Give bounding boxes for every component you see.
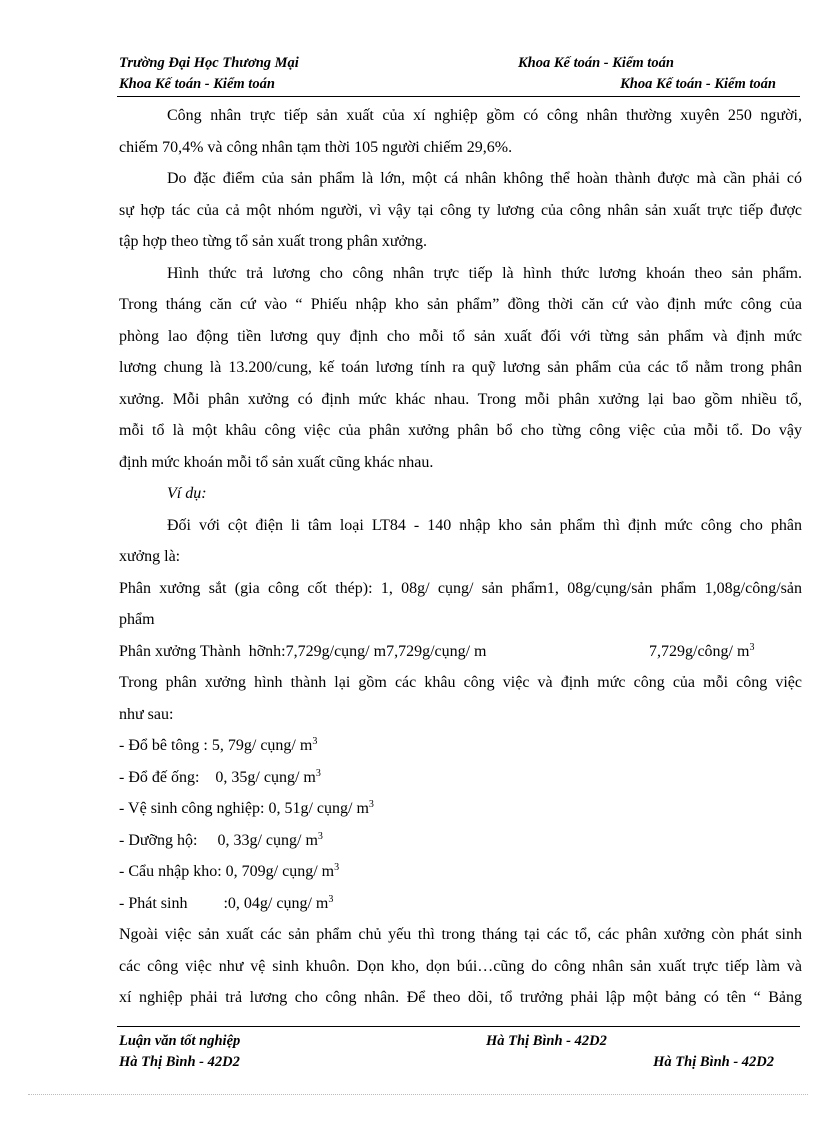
footer-author-left: Hà Thị Bình - 42D2 (119, 1054, 240, 1070)
steel-workshop-line: Phân xưởng sắt (gia công cốt thép): 1, 08g/ cụng/ sản phẩm1, 08g/cụng/sản phẩm 1,08g/công/sản (119, 579, 802, 597)
p3-line: phòng lao động tiền lương quy định cho mỗi tổ sản xuất đối với từng sản phẩm và định mức (119, 327, 802, 345)
task-text: - Đổ bê tông : 5, 79g/ cụng/ m (119, 737, 313, 754)
p3-line: lương chung là 13.200/cung, kế toán lương tính ra quỹ lương sản phẩm của các tổ nằm trong phân (119, 359, 802, 376)
task-text: - Cẩu nhập kho: 0, 709g/ cụng/ m (119, 863, 335, 880)
task-item (119, 730, 802, 762)
p4-line: Đối với cột điện li tâm loại LT84 - 140 nhập kho sản phẩm thì định mức công cho phân (167, 516, 802, 534)
task-text: - Vệ sinh công nghiệp: 0, 51g/ cụng/ m (119, 800, 369, 817)
example-label: Ví dụ: (167, 485, 207, 502)
p5-line: như sau: (119, 705, 174, 723)
p2-line: sự hợp tác của cả một nhóm người, vì vậy tại công ty lương của công nhân sản xuất trực tiếp được (119, 201, 802, 219)
unit-exponent: 3 (315, 767, 321, 779)
header-faculty-top: Khoa Kế toán - Kiểm toán (518, 55, 674, 71)
header-university: Trường Đại Học Thương Mại (119, 55, 299, 71)
p1-line: chiếm 70,4% và công nhân tạm thời 105 người chiếm 29,6%. (119, 138, 513, 156)
header-faculty-right: Khoa Kế toán - Kiểm toán (620, 76, 776, 92)
task-item (119, 793, 802, 825)
p2-line: Do đặc điểm của sản phẩm là lớn, một cá nhân không thể hoàn thành được mà cần phải có (167, 170, 802, 187)
forming-workshop-right (649, 636, 754, 668)
task-item (119, 856, 802, 888)
unit-exponent: 3 (749, 641, 755, 653)
task-item (119, 762, 802, 794)
p6-line: các công việc như vệ sinh khuôn. Dọn kho, dọn búi…cũng do công nhân sản xuất trực tiếp làm và (119, 957, 802, 975)
footer-thesis-label: Luận văn tốt nghiệp (119, 1033, 241, 1049)
unit-exponent: 3 (312, 736, 318, 747)
task-item (119, 888, 802, 920)
p2-line: tập hợp theo từng tổ sản xuất trong phân xưởng. (119, 233, 427, 250)
task-text: - Dưỡng hộ: 0, 33g/ cụng/ m (119, 831, 318, 849)
document-body (119, 100, 802, 1014)
p6-line: xí nghiệp phải trả lương cho công nhân. Để theo dõi, tổ trưởng phải lập một bảng có tên “ Bảng (119, 989, 802, 1006)
footer-author-top: Hà Thị Bình - 42D2 (486, 1033, 607, 1049)
header-faculty-left: Khoa Kế toán - Kiểm toán (119, 76, 275, 92)
page-boundary (28, 1094, 808, 1095)
task-text: - Đổ đế ống: 0, 35g/ cụng/ m (119, 768, 316, 786)
p3-line: mỗi tổ là một khâu công việc của phân xưởng phân bổ cho từng công việc của mỗi tổ. Do vậy (119, 422, 802, 439)
task-text: - Phát sinh :0, 04g/ cụng/ m (119, 894, 329, 912)
footer-author-right: Hà Thị Bình - 42D2 (653, 1054, 774, 1070)
unit-exponent: 3 (368, 799, 374, 810)
p3-line: xưởng. Mỗi phân xưởng có định mức khác nhau. Trong mỗi phân xưởng lại bao gồm nhiều tổ, (119, 390, 802, 408)
unit-exponent: 3 (334, 862, 340, 873)
forming-workshop-line (119, 636, 802, 668)
p6-line: Ngoài việc sản xuất các sản phẩm chủ yếu thì trong tháng tại các tổ, các phân xưởng còn phát sinh (119, 926, 802, 943)
forming-workshop-value: 7,729g/công/ m (649, 642, 750, 660)
task-item (119, 825, 802, 857)
unit-exponent: 3 (317, 830, 323, 842)
footer-rule (117, 1026, 800, 1027)
p5-line: Trong phân xưởng hình thành lại gồm các khâu công việc và định mức công của mỗi công việc (119, 674, 802, 691)
p3-line: Trong tháng căn cứ vào “ Phiếu nhập kho sản phẩm” đồng thời căn cứ vào định mức công của (119, 296, 802, 313)
p3-line: định mức khoán mỗi tổ sản xuất cũng khác nhau. (119, 453, 434, 471)
forming-workshop-left: Phân xưởng Thành hỡnh:7,729g/cụng/ m7,729g/cụng/ m (119, 642, 487, 660)
header-rule (117, 96, 800, 97)
p4-line: xưởng là: (119, 548, 181, 565)
steel-workshop-line: phẩm (119, 611, 155, 628)
unit-exponent: 3 (328, 893, 334, 905)
p3-line: Hình thức trả lương cho công nhân trực tiếp là hình thức lương khoán theo sản phẩm. (167, 264, 802, 282)
p1-line: Công nhân trực tiếp sản xuất của xí nghiệp gồm có công nhân thường xuyên 250 người, (167, 107, 802, 124)
